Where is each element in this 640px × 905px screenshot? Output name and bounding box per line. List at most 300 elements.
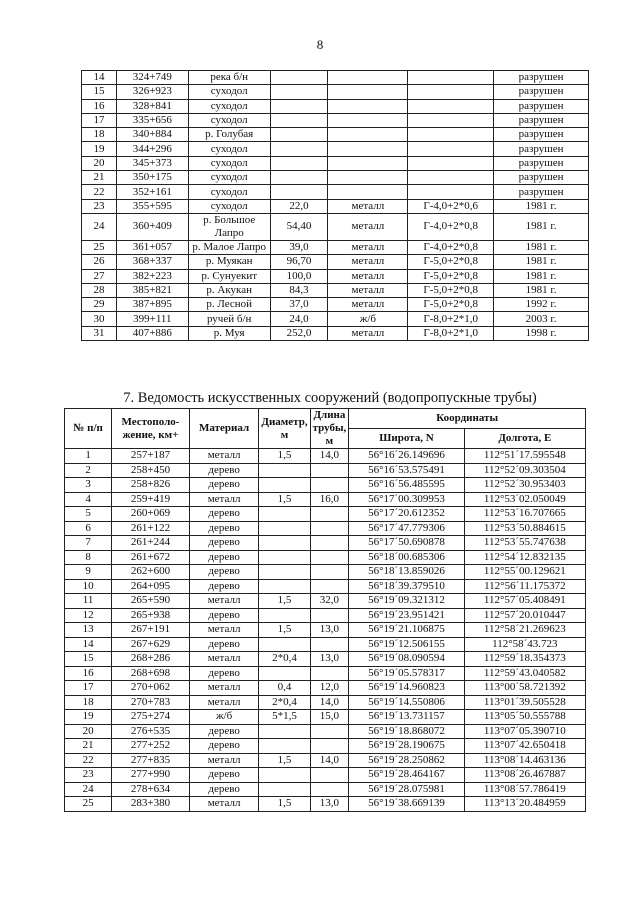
table-cell: р. Голубая: [188, 128, 270, 142]
table-cell: 268+286: [112, 652, 190, 667]
table-cell: 56°19´14.960823: [349, 681, 464, 696]
table-cell: 1981 г.: [494, 283, 589, 297]
table-cell: 387+895: [116, 298, 188, 312]
table-cell: [408, 171, 494, 185]
table-cell: 113°08´14.463136: [464, 753, 585, 768]
table-cell: 262+600: [112, 565, 190, 580]
table-row: [82, 199, 589, 213]
table-cell: 1,5: [259, 492, 310, 507]
table-row: [65, 652, 586, 667]
table-cell: 56°19´21.106875: [349, 623, 464, 638]
table-cell: 31: [82, 326, 117, 340]
table-cell: 112°57´05.408491: [464, 594, 585, 609]
table-row: [82, 213, 589, 240]
table-cell: 385+821: [116, 283, 188, 297]
table-row: [82, 185, 589, 199]
table-cell: дерево: [189, 579, 259, 594]
table-row: [82, 128, 589, 142]
table-row: [82, 171, 589, 185]
table-row: [82, 240, 589, 254]
table-cell: 112°58´43.723: [464, 637, 585, 652]
table-cell: 335+656: [116, 113, 188, 127]
table-cell: [270, 156, 328, 170]
table-cell: 1981 г.: [494, 269, 589, 283]
table-cell: 1,5: [259, 449, 310, 464]
table-cell: 360+409: [116, 213, 188, 240]
table-cell: [259, 608, 310, 623]
table-cell: 112°53´16.707665: [464, 507, 585, 522]
table-cell: 1981 г.: [494, 255, 589, 269]
table-cell: 37,0: [270, 298, 328, 312]
culverts-table: [64, 408, 586, 812]
table-cell: Г-8,0+2*1,0: [408, 312, 494, 326]
table-cell: 382+223: [116, 269, 188, 283]
header-location: Местополо-жение, км+: [112, 409, 190, 449]
table-cell: 27: [82, 269, 117, 283]
table-cell: суходол: [188, 142, 270, 156]
table-cell: Г-4,0+2*0,8: [408, 240, 494, 254]
table-cell: 2*0,4: [259, 652, 310, 667]
table-cell: [310, 463, 349, 478]
table-cell: р. Муякан: [188, 255, 270, 269]
table-cell: металл: [189, 652, 259, 667]
table-cell: 326+923: [116, 85, 188, 99]
table-cell: 261+672: [112, 550, 190, 565]
table-cell: 112°58´21.269623: [464, 623, 585, 638]
table-cell: [259, 536, 310, 551]
table-cell: [259, 739, 310, 754]
table-cell: [328, 142, 408, 156]
table-cell: [310, 521, 349, 536]
table-row: [65, 594, 586, 609]
table-cell: 1981 г.: [494, 240, 589, 254]
table-cell: дерево: [189, 521, 259, 536]
table-cell: 21: [82, 171, 117, 185]
table-cell: 15: [65, 652, 112, 667]
table-cell: 56°19´18.868072: [349, 724, 464, 739]
table-cell: [259, 565, 310, 580]
table-cell: 56°16´53.575491: [349, 463, 464, 478]
table-row: [65, 536, 586, 551]
table-cell: 0,4: [259, 681, 310, 696]
table-cell: 112°57´20.010447: [464, 608, 585, 623]
table-cell: дерево: [189, 768, 259, 783]
table-cell: [328, 85, 408, 99]
table-cell: 56°17´50.690878: [349, 536, 464, 551]
table-cell: [270, 85, 328, 99]
table-cell: 1,5: [259, 623, 310, 638]
table-cell: 14: [82, 71, 117, 85]
table-cell: разрушен: [494, 113, 589, 127]
table-cell: металл: [328, 298, 408, 312]
table-cell: 29: [82, 298, 117, 312]
table-cell: [259, 521, 310, 536]
table-cell: суходол: [188, 156, 270, 170]
table-row: [82, 298, 589, 312]
table-cell: 2003 г.: [494, 312, 589, 326]
table-cell: 350+175: [116, 171, 188, 185]
table-cell: дерево: [189, 608, 259, 623]
table-cell: 15,0: [310, 710, 349, 725]
table-cell: 22: [65, 753, 112, 768]
table-cell: 276+535: [112, 724, 190, 739]
table-cell: 17: [65, 681, 112, 696]
table-cell: [270, 142, 328, 156]
table-cell: [310, 507, 349, 522]
table-cell: 24: [82, 213, 117, 240]
table-cell: 14,0: [310, 449, 349, 464]
table-cell: дерево: [189, 565, 259, 580]
table-cell: 100,0: [270, 269, 328, 283]
table-cell: 278+634: [112, 782, 190, 797]
table-cell: [408, 185, 494, 199]
table-cell: 56°19´28.464167: [349, 768, 464, 783]
table-cell: 275+274: [112, 710, 190, 725]
table-row: [65, 637, 586, 652]
table-cell: 24,0: [270, 312, 328, 326]
table-cell: 14: [65, 637, 112, 652]
table-row: [82, 85, 589, 99]
table-cell: металл: [328, 213, 408, 240]
table-cell: [310, 565, 349, 580]
table-cell: [259, 782, 310, 797]
table-row: [65, 565, 586, 580]
table-cell: 324+749: [116, 71, 188, 85]
table-cell: 19: [82, 142, 117, 156]
table-cell: 56°18´39.379510: [349, 579, 464, 594]
table-cell: металл: [328, 255, 408, 269]
table-cell: 355+595: [116, 199, 188, 213]
table-cell: 265+938: [112, 608, 190, 623]
table-cell: 5: [65, 507, 112, 522]
table-cell: Г-5,0+2*0,8: [408, 255, 494, 269]
table-cell: 22,0: [270, 199, 328, 213]
table-cell: ж/б: [328, 312, 408, 326]
table-cell: [259, 768, 310, 783]
table-cell: 13,0: [310, 797, 349, 812]
table-cell: [408, 142, 494, 156]
table-cell: [259, 507, 310, 522]
table-cell: 113°05´50.555788: [464, 710, 585, 725]
table-cell: 56°19´28.075981: [349, 782, 464, 797]
table-cell: дерево: [189, 463, 259, 478]
table-cell: [270, 185, 328, 199]
table-cell: 30: [82, 312, 117, 326]
table-cell: 352+161: [116, 185, 188, 199]
table-cell: Г-5,0+2*0,8: [408, 269, 494, 283]
table-cell: [259, 724, 310, 739]
table-cell: 112°53´50.884615: [464, 521, 585, 536]
table-cell: дерево: [189, 536, 259, 551]
table-cell: 112°59´18.354373: [464, 652, 585, 667]
table-cell: 113°00´58.721392: [464, 681, 585, 696]
table-row: [65, 666, 586, 681]
table-cell: 2*0,4: [259, 695, 310, 710]
table-cell: металл: [189, 594, 259, 609]
table-cell: 28: [82, 283, 117, 297]
table-cell: [270, 128, 328, 142]
table-cell: металл: [189, 492, 259, 507]
table-cell: 56°17´47.779306: [349, 521, 464, 536]
table-cell: 56°17´20.612352: [349, 507, 464, 522]
table-cell: р. Лесной: [188, 298, 270, 312]
table-row: [82, 283, 589, 297]
table-cell: 96,70: [270, 255, 328, 269]
table-row: [65, 695, 586, 710]
table-cell: 16: [82, 99, 117, 113]
table-cell: 56°19´38.669139: [349, 797, 464, 812]
table-cell: [310, 768, 349, 783]
table-cell: металл: [189, 623, 259, 638]
table-cell: [310, 782, 349, 797]
table-row: [65, 449, 586, 464]
table-row: [65, 521, 586, 536]
table-cell: 19: [65, 710, 112, 725]
header-coords: Координаты: [349, 409, 586, 429]
table-cell: металл: [189, 681, 259, 696]
table-cell: 112°53´55.747638: [464, 536, 585, 551]
table-row: [65, 739, 586, 754]
table-cell: 7: [65, 536, 112, 551]
table-row: [65, 768, 586, 783]
table-cell: 1981 г.: [494, 199, 589, 213]
table-cell: 260+069: [112, 507, 190, 522]
table-cell: ж/б: [189, 710, 259, 725]
table-cell: 252,0: [270, 326, 328, 340]
table-cell: 54,40: [270, 213, 328, 240]
table-cell: 13,0: [310, 652, 349, 667]
table-cell: дерево: [189, 550, 259, 565]
table-cell: 277+835: [112, 753, 190, 768]
table-row: [82, 156, 589, 170]
table-cell: р. Акукан: [188, 283, 270, 297]
table-cell: 15: [82, 85, 117, 99]
table-cell: 23: [65, 768, 112, 783]
table-cell: [328, 71, 408, 85]
table-cell: разрушен: [494, 185, 589, 199]
table-row: [65, 710, 586, 725]
table-row: [65, 753, 586, 768]
table-cell: 56°19´08.090594: [349, 652, 464, 667]
table-cell: 407+886: [116, 326, 188, 340]
table-cell: 4: [65, 492, 112, 507]
table-cell: 3: [65, 478, 112, 493]
table-cell: [328, 185, 408, 199]
table-cell: 1992 г.: [494, 298, 589, 312]
table-cell: 277+252: [112, 739, 190, 754]
table-cell: 113°13´20.484959: [464, 797, 585, 812]
table-cell: [328, 113, 408, 127]
table-cell: дерево: [189, 478, 259, 493]
table-cell: 18: [65, 695, 112, 710]
table-cell: [259, 463, 310, 478]
table-cell: 6: [65, 521, 112, 536]
header-num: № п/п: [65, 409, 112, 449]
table-cell: 21: [65, 739, 112, 754]
table-row: [65, 681, 586, 696]
table-cell: 268+698: [112, 666, 190, 681]
table-cell: 24: [65, 782, 112, 797]
table-cell: 259+419: [112, 492, 190, 507]
table-cell: разрушен: [494, 142, 589, 156]
table-cell: 261+244: [112, 536, 190, 551]
header-material: Материал: [189, 409, 259, 449]
table-row: [65, 608, 586, 623]
table-cell: дерево: [189, 724, 259, 739]
table-cell: 5*1,5: [259, 710, 310, 725]
table-cell: 113°07´42.650418: [464, 739, 585, 754]
table-cell: [310, 637, 349, 652]
table-cell: разрушен: [494, 171, 589, 185]
table-cell: река б/н: [188, 71, 270, 85]
table-cell: [408, 85, 494, 99]
table-cell: Г-5,0+2*0,8: [408, 298, 494, 312]
table-cell: суходол: [188, 113, 270, 127]
table-cell: 1981 г.: [494, 213, 589, 240]
table-cell: 113°07´05.390710: [464, 724, 585, 739]
table-row: [82, 99, 589, 113]
table-row: [82, 269, 589, 283]
table-cell: [408, 113, 494, 127]
table-cell: 13: [65, 623, 112, 638]
table-cell: [408, 99, 494, 113]
table-cell: [270, 99, 328, 113]
table-row: [82, 326, 589, 340]
table-cell: [408, 128, 494, 142]
table-row: [65, 724, 586, 739]
table-cell: [270, 71, 328, 85]
table-cell: металл: [189, 797, 259, 812]
table-row: [65, 797, 586, 812]
table-cell: 9: [65, 565, 112, 580]
table-cell: разрушен: [494, 99, 589, 113]
table-cell: 56°17´00.309953: [349, 492, 464, 507]
table-cell: 56°19´28.190675: [349, 739, 464, 754]
table-cell: 18: [82, 128, 117, 142]
table-cell: суходол: [188, 185, 270, 199]
table-cell: р. Сунуекит: [188, 269, 270, 283]
table-cell: дерево: [189, 637, 259, 652]
table-cell: дерево: [189, 782, 259, 797]
table-cell: 113°01´39.505528: [464, 695, 585, 710]
table-cell: металл: [328, 199, 408, 213]
table-row: [82, 113, 589, 127]
table-cell: 258+450: [112, 463, 190, 478]
table-cell: 344+296: [116, 142, 188, 156]
table-cell: Г-4,0+2*0,8: [408, 213, 494, 240]
table-cell: 112°51´17.595548: [464, 449, 585, 464]
table-cell: дерево: [189, 666, 259, 681]
table-cell: 113°08´26.467887: [464, 768, 585, 783]
table-cell: 17: [82, 113, 117, 127]
table-cell: металл: [189, 449, 259, 464]
table-cell: Г-4,0+2*0,6: [408, 199, 494, 213]
table-cell: 258+826: [112, 478, 190, 493]
table-cell: [310, 724, 349, 739]
table-cell: [259, 550, 310, 565]
table-cell: металл: [328, 269, 408, 283]
table-cell: Г-5,0+2*0,8: [408, 283, 494, 297]
table-cell: 56°16´56.485595: [349, 478, 464, 493]
table-cell: 56°19´28.250862: [349, 753, 464, 768]
table-cell: 20: [82, 156, 117, 170]
table-cell: р. Большое Лапро: [188, 213, 270, 240]
table-cell: 283+380: [112, 797, 190, 812]
table-cell: суходол: [188, 85, 270, 99]
table-row: [82, 255, 589, 269]
table-cell: металл: [328, 326, 408, 340]
table-cell: 11: [65, 594, 112, 609]
table-cell: металл: [328, 240, 408, 254]
table-cell: 14,0: [310, 695, 349, 710]
table-cell: 25: [82, 240, 117, 254]
table-row: [65, 492, 586, 507]
table-cell: 267+191: [112, 623, 190, 638]
bridges-table: [81, 70, 589, 341]
table-row: [65, 478, 586, 493]
table-cell: 12,0: [310, 681, 349, 696]
table-cell: 26: [82, 255, 117, 269]
table-cell: 23: [82, 199, 117, 213]
section-title: 7. Ведомость искусственных сооружений (водопропускные трубы): [123, 390, 537, 406]
table-cell: [270, 171, 328, 185]
table-row: [65, 579, 586, 594]
table-cell: металл: [189, 695, 259, 710]
table-cell: [259, 666, 310, 681]
table-cell: разрушен: [494, 85, 589, 99]
table-cell: металл: [189, 753, 259, 768]
header-lon: Долгота, E: [464, 429, 585, 449]
table-cell: Г-8,0+2*1,0: [408, 326, 494, 340]
table-cell: 56°19´14.550806: [349, 695, 464, 710]
table-cell: 328+841: [116, 99, 188, 113]
table-cell: дерево: [189, 507, 259, 522]
table-cell: 1,5: [259, 797, 310, 812]
table-cell: 1,5: [259, 594, 310, 609]
table-cell: 16,0: [310, 492, 349, 507]
table-cell: 1,5: [259, 753, 310, 768]
table-cell: 56°19´13.731157: [349, 710, 464, 725]
table-cell: [310, 608, 349, 623]
table-cell: [328, 156, 408, 170]
table-cell: 25: [65, 797, 112, 812]
table-cell: [259, 579, 310, 594]
table-cell: 56°18´00.685306: [349, 550, 464, 565]
table-cell: суходол: [188, 99, 270, 113]
table-cell: 39,0: [270, 240, 328, 254]
table-row: [65, 550, 586, 565]
table-cell: 112°52´09.303504: [464, 463, 585, 478]
table-cell: 112°59´43.040582: [464, 666, 585, 681]
table-cell: 270+783: [112, 695, 190, 710]
page-number: 8: [316, 37, 324, 52]
table-cell: 257+187: [112, 449, 190, 464]
table-cell: [270, 113, 328, 127]
table-cell: суходол: [188, 171, 270, 185]
table-cell: ручей б/н: [188, 312, 270, 326]
table-cell: [310, 478, 349, 493]
table-cell: 264+095: [112, 579, 190, 594]
table-row: [65, 507, 586, 522]
table-cell: 345+373: [116, 156, 188, 170]
table-cell: [408, 156, 494, 170]
table-cell: [310, 739, 349, 754]
table-cell: [310, 666, 349, 681]
table-cell: 84,3: [270, 283, 328, 297]
table-cell: [259, 637, 310, 652]
table-cell: [328, 128, 408, 142]
table-cell: 2: [65, 463, 112, 478]
